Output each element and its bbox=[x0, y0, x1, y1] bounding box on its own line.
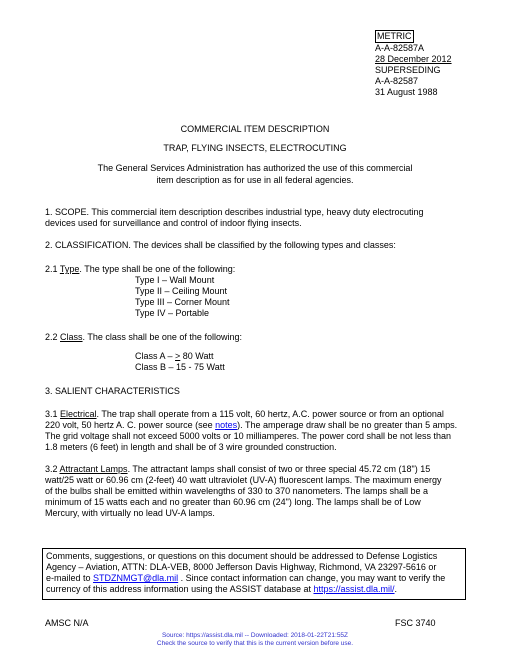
list-item: Type I – Wall Mount bbox=[135, 275, 215, 285]
electrical-label: Electrical bbox=[60, 409, 97, 419]
list-item: Type III – Corner Mount bbox=[135, 297, 230, 307]
amsc-label: AMSC N/A bbox=[45, 618, 89, 628]
greater-equal-symbol: > bbox=[175, 351, 181, 361]
list-item: Type II – Ceiling Mount bbox=[135, 286, 228, 296]
document-date: 28 December 2012 bbox=[375, 54, 452, 64]
doc-type-title: COMMERCIAL ITEM DESCRIPTION bbox=[180, 124, 330, 134]
class-list bbox=[135, 351, 225, 373]
scope-section bbox=[45, 207, 475, 229]
metric-label: METRIC bbox=[377, 31, 412, 41]
classification-heading: 2. CLASSIFICATION. The devices shall be classified by the following types and classes: bbox=[45, 240, 396, 250]
superseded-id: A-A-82587 bbox=[375, 76, 419, 86]
item-title: TRAP, FLYING INSECTS, ELECTROCUTING bbox=[163, 143, 347, 153]
superseding-label: SUPERSEDING bbox=[375, 65, 441, 75]
class-section-heading: 2.2 Class. The class shall be one of the following: bbox=[45, 332, 242, 342]
salient-heading: 3. SALIENT CHARACTERISTICS bbox=[45, 386, 180, 396]
list-item: Class A – > 80 Watt bbox=[135, 351, 214, 361]
document-id: A-A-82587A bbox=[375, 43, 425, 53]
list-item: Type IV – Portable bbox=[135, 308, 210, 318]
superseded-date: 31 August 1988 bbox=[375, 87, 438, 97]
notes-link[interactable]: notes bbox=[215, 420, 238, 430]
lamps-label: Attractant Lamps bbox=[59, 464, 128, 474]
electrical-section: 3.1 Electrical. The trap shall operate from a 115 volt, 60 hertz, A.C. power source or from an optional 220 volt, 50 hertz A. C. power source (see notes). The amperage draw shall be no greater than 5 amps. The grid voltage shall not exceed 5000 volts or 10 milliamperes. The power cord shall be not less than 1.8 meters (6 feet) in length and shall be of 3 wire grounded construction. bbox=[45, 409, 458, 452]
email-link[interactable]: STDZNMGT@dla.mil bbox=[93, 573, 179, 583]
authorization-line-1: The General Services Administration has authorized the use of this commercial bbox=[97, 163, 413, 173]
fsc-label: FSC 3740 bbox=[395, 618, 436, 628]
type-list bbox=[135, 275, 230, 319]
list-item: Class B – 15 - 75 Watt bbox=[135, 362, 225, 372]
lamps-section: 3.2 Attractant Lamps. The attractant lamps shall consist of two or three special 45.72 cm (18") 15 watt/25 watt or 60.96 cm (2-feet) 40 watt ultraviolet (UV-A) fluorescent lamps. The maximum energy of the bulbs shall be emitted within wavelengths of 330 to 370 nanometers. The lamps shall be a minimum of 15 watts each and no greater than 60.96 cm (24") long. The lamps shall be of Low Mercury, with virtually no lead UV-A lamps. bbox=[45, 464, 442, 518]
assist-url-link[interactable]: https://assist.dla.mil/ bbox=[313, 584, 395, 594]
type-label: Type bbox=[59, 264, 80, 274]
class-label: Class bbox=[60, 332, 83, 342]
source-line-1: Source: https://assist.dla.mil -- Downloaded: 2018-01-22T21:55Z bbox=[161, 632, 349, 639]
document-header bbox=[375, 30, 495, 98]
contact-box: Comments, suggestions, or questions on this document should be addressed to Defense Logistics Agency – Aviation, ATTN: DLA-VEB, 8000 Jefferson Davis Highway, Richmond, VA 23297-5616 or e-mailed to STDZNMGT@dla.mil . Since contact information can change, you may want to verify the currency of this address information using the ASSIST database at https://assist.dla.mil/. bbox=[42, 548, 466, 600]
scope-line-1: 1. SCOPE. This commercial item description describes industrial type, heavy duty electrocuting bbox=[45, 207, 424, 217]
source-line-2: Check the source to verify that this is the current version before use. bbox=[156, 640, 354, 647]
scope-line-2: devices used for surveillance and control of indoor flying insects. bbox=[45, 218, 302, 228]
type-section-heading: 2.1 Type. The type shall be one of the following: bbox=[45, 264, 236, 274]
authorization-line-2: item description as for use in all federal agencies. bbox=[156, 175, 354, 185]
